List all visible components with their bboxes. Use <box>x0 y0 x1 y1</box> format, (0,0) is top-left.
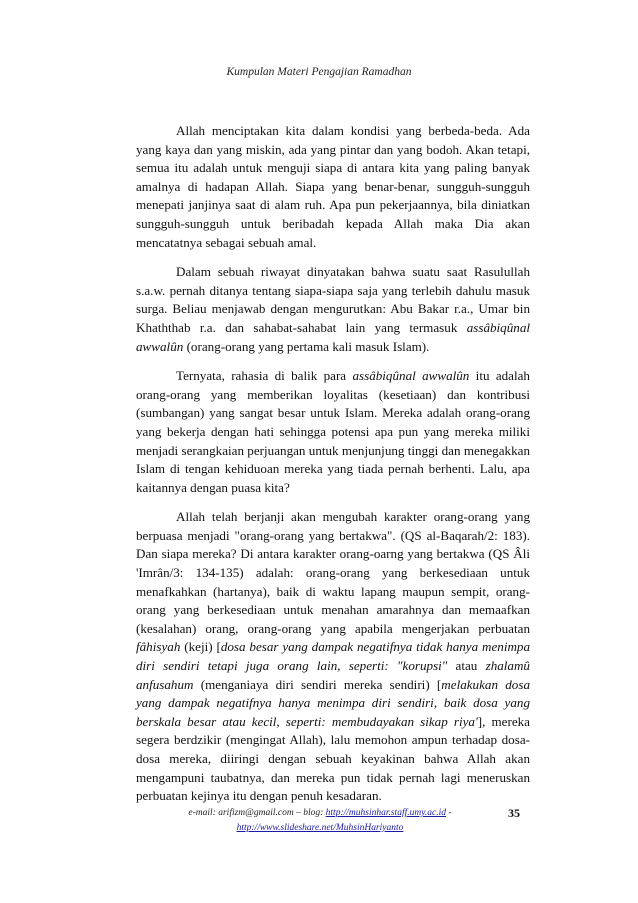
paragraph-4 <box>136 508 530 806</box>
paragraph-1 <box>136 122 530 252</box>
paragraph-text: (keji) [ <box>180 639 221 655</box>
paragraph-text: atau <box>447 658 486 674</box>
page-number: 35 <box>508 806 520 820</box>
footer-separator: - <box>446 808 452 818</box>
paragraph-3 <box>136 367 530 497</box>
italic-term: assâbiqûnal awwalûn <box>136 319 530 354</box>
italic-note: dosa besar yang dampak negatifnya tidak hanya menimpa diri sendiri tetapi juga orang lain, seperti: "korupsi" <box>136 639 531 674</box>
paragraph-text: Dalam sebuah riwayat dinyatakan bahwa suatu saat Rasulullah s.a.w. pernah ditanya tentang siapa-siapa saja yang terlebih dahulu masuk surga. Beliau menjawab dengan mengurutkan: Abu Bakar r.a., Umar bin Khaththab r.a. dan sahabat-sahabat lain yang termasuk <box>136 264 530 335</box>
slideshare-link[interactable]: http://www.slideshare.net/MuhsinHariyanto <box>236 823 404 833</box>
running-header: Kumpulan Materi Pengajian Ramadhan <box>226 66 412 78</box>
paragraph-text: Ternyata, rahasia di balik para <box>176 368 353 384</box>
page-footer <box>150 806 490 836</box>
paragraph-text: (orang-orang yang pertama kali masuk Islam). <box>183 338 430 354</box>
italic-term: zhalamû anfusahum <box>136 658 530 692</box>
body-text <box>136 122 530 817</box>
italic-term: assâbiqûnal awwalûn <box>352 368 470 384</box>
blog-link[interactable]: http://muhsinhar.staff.umy.ac.id <box>325 808 447 818</box>
paragraph-text: Allah menciptakan kita dalam kondisi yang berbeda-beda. Ada yang kaya dan yang miskin, ada yang pintar dan yang bodoh. Akan tetapi, semua itu adalah untuk menguji siapa di antara kita yang paling banyak amalnya di hadapan Allah. Siapa yang benar-benar, sungguh-sungguh menepati janjinya saat di alam ruh. Apa pun pekerjaannya, bila diniatkan sungguh-sungguh untuk beribadah kepada Allah maka Dia akan mencatatnya sebagai sebuah amal. <box>136 123 530 250</box>
italic-note: melakukan dosa yang dampak negatifnya hanya menimpa diri sendiri, baik dosa yang berskala besar atau kecil, seperti: membudayakan sikap riya' <box>136 676 530 729</box>
paragraph-text: ], mereka segera berdzikir (mengingat Allah), lalu memohon ampun terhadap dosa-dosa mereka, diiringi dengan sebuah keyakinan bahwa Allah akan mengampuni taubatnya, dan mereka pun tidak pernah lagi meneruskan perbuatan kejinya itu dengan penuh kesadaran. <box>136 713 530 804</box>
paragraph-2 <box>136 263 530 356</box>
paragraph-text: itu adalah orang-orang yang memberikan loyalitas (kesetiaan) dan kontribusi (sumbangan) yang sangat besar untuk Islam. Mereka adalah orang-orang yang bekerja dengan hati sehingga potensi apa pun yang mereka miliki menjadi serangkaian perjuangan untuk menjunjung tinggi dan menegakkan Islam di tengan kehiduoan mereka yang tiada pernah berhenti. Lalu, apa kaitannya dengan puasa kita? <box>136 368 530 495</box>
footer-email: e-mail: arifizm@gmail.com – blog: <box>188 808 326 818</box>
italic-term: fâhisyah <box>136 639 181 655</box>
paragraph-text: Allah telah berjanji akan mengubah karakter orang-orang yang berpuasa menjadi "orang-orang yang bertakwa". (QS al-Baqarah/2: 183). Dan siapa mereka? Di antara karakter orang-oarng yang bertakwa (QS Âli 'Imrân/3: 134-135) adalah: orang-orang yang berkesediaan untuk menafkahkan (hartanya), baik di waktu lapang maupun sempit, orang-orang yang berkesediaan untuk menahan amarahnya dan memaafkan (kesalahan) orang, orang-orang yang apabila mengerjakan perbuatan <box>136 509 530 636</box>
paragraph-text: (menganiaya diri sendiri mereka sendiri) [ <box>193 676 442 692</box>
